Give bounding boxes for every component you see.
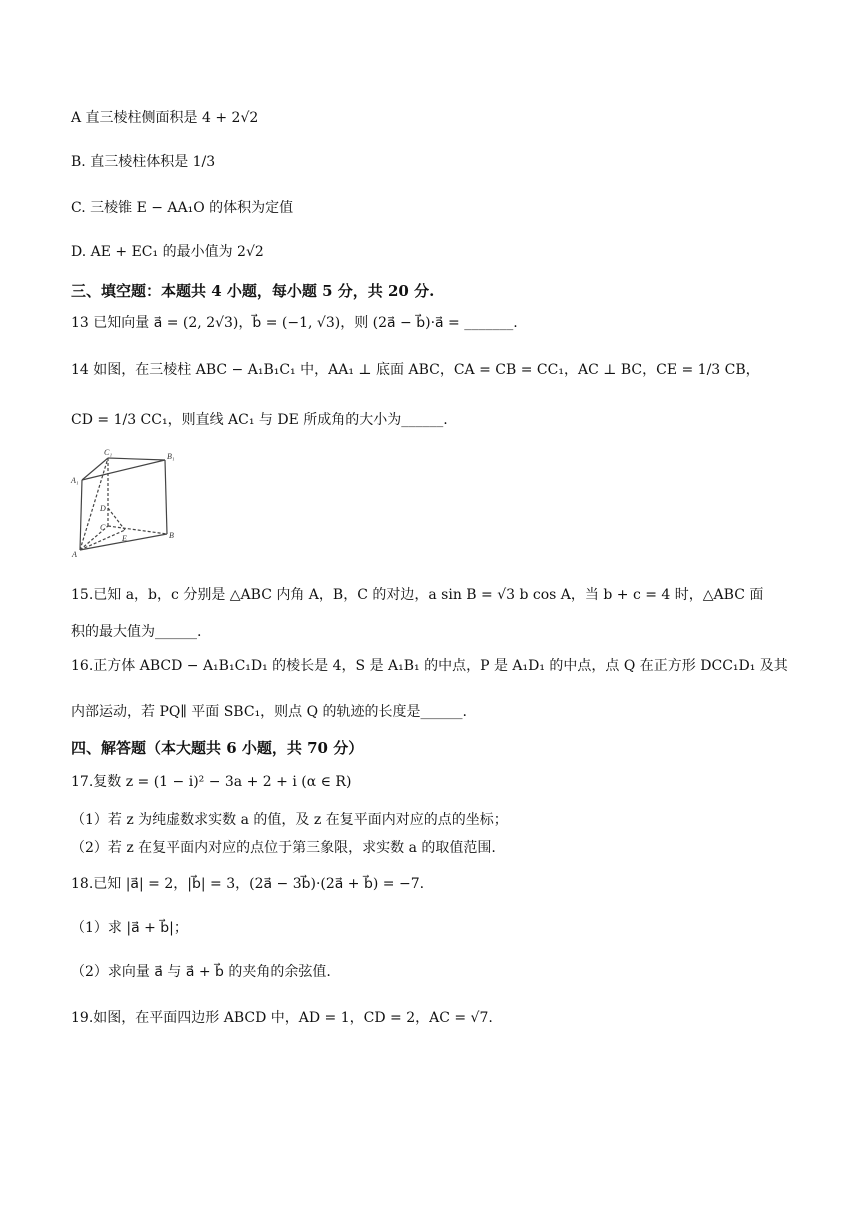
label-a: A: [72, 550, 77, 558]
question-18-part-1: （1）求 |a⃗ + b⃗|；: [71, 920, 188, 936]
label-e: E: [122, 534, 127, 543]
prism-diagram: [70, 446, 180, 558]
question-15-line-2: 积的最大值为______.: [71, 624, 202, 640]
option-d: D. AE + EC₁ 的最小值为 2√2: [71, 244, 264, 260]
question-15-line-1: 15.已知 a，b，c 分别是 △ABC 内角 A，B，C 的对边，a sin B = √3 b cos A，当 b + c = 4 时，△ABC 面: [71, 587, 764, 603]
label-d: D: [100, 504, 106, 513]
label-b: B: [169, 531, 174, 540]
question-19: 19.如图，在平面四边形 ABCD 中，AD = 1，CD = 2，AC = √7.: [71, 1010, 493, 1026]
label-c: C: [100, 523, 106, 532]
question-16-line-2: 内部运动，若 PQ∥ 平面 SBC₁，则点 Q 的轨迹的长度是______.: [71, 704, 468, 720]
question-17-part-2: （2）若 z 在复平面内对应的点位于第三象限，求实数 a 的取值范围.: [71, 840, 496, 856]
question-14-line-1: 14 如图，在三棱柱 ABC − A₁B₁C₁ 中，AA₁ ⊥ 底面 ABC，CA = CB = CC₁，AC ⊥ BC，CE = 1/3 CB，: [71, 362, 760, 378]
question-18-part-2: （2）求向量 a⃗ 与 a⃗ + b⃗ 的夹角的余弦值.: [71, 964, 331, 980]
label-c1: C₁: [104, 448, 113, 457]
option-a: A 直三棱柱侧面积是 4 + 2√2: [71, 110, 259, 126]
option-c: C. 三棱锥 E − AA₁O 的体积为定值: [71, 200, 294, 216]
question-18-stem: 18.已知 |a⃗| = 2，|b⃗| = 3，(2a⃗ − 3b⃗)·(2a⃗ + b⃗) = −7.: [71, 876, 425, 892]
section-4-title: 四、解答题（本大题共 6 小题，共 70 分）: [71, 739, 364, 757]
label-b1: B₁: [167, 452, 175, 461]
question-16-line-1: 16.正方体 ABCD − A₁B₁C₁D₁ 的棱长是 4，S 是 A₁B₁ 的中点，P 是 A₁D₁ 的中点，点 Q 在正方形 DCC₁D₁ 及其: [71, 658, 788, 674]
question-17-stem: 17.复数 z = (1 − i)² − 3a + 2 + i (α ∈ R): [71, 774, 352, 790]
section-3-title: 三、填空题：本题共 4 小题，每小题 5 分，共 20 分.: [71, 282, 435, 300]
option-b: B. 直三棱柱体积是 1/3: [71, 154, 216, 170]
question-17-part-1: （1）若 z 为纯虚数求实数 a 的值，及 z 在复平面内对应的点的坐标；: [71, 812, 508, 828]
label-a1: A₁: [71, 476, 79, 485]
question-14-line-2: CD = 1/3 CC₁，则直线 AC₁ 与 DE 所成角的大小为______.: [71, 412, 448, 428]
prism-figure: [70, 446, 180, 558]
question-13: 13 已知向量 a⃗ = (2, 2√3)，b⃗ = (−1, √3)，则 (2a⃗ − b⃗)·a⃗ = _______.: [71, 315, 518, 331]
